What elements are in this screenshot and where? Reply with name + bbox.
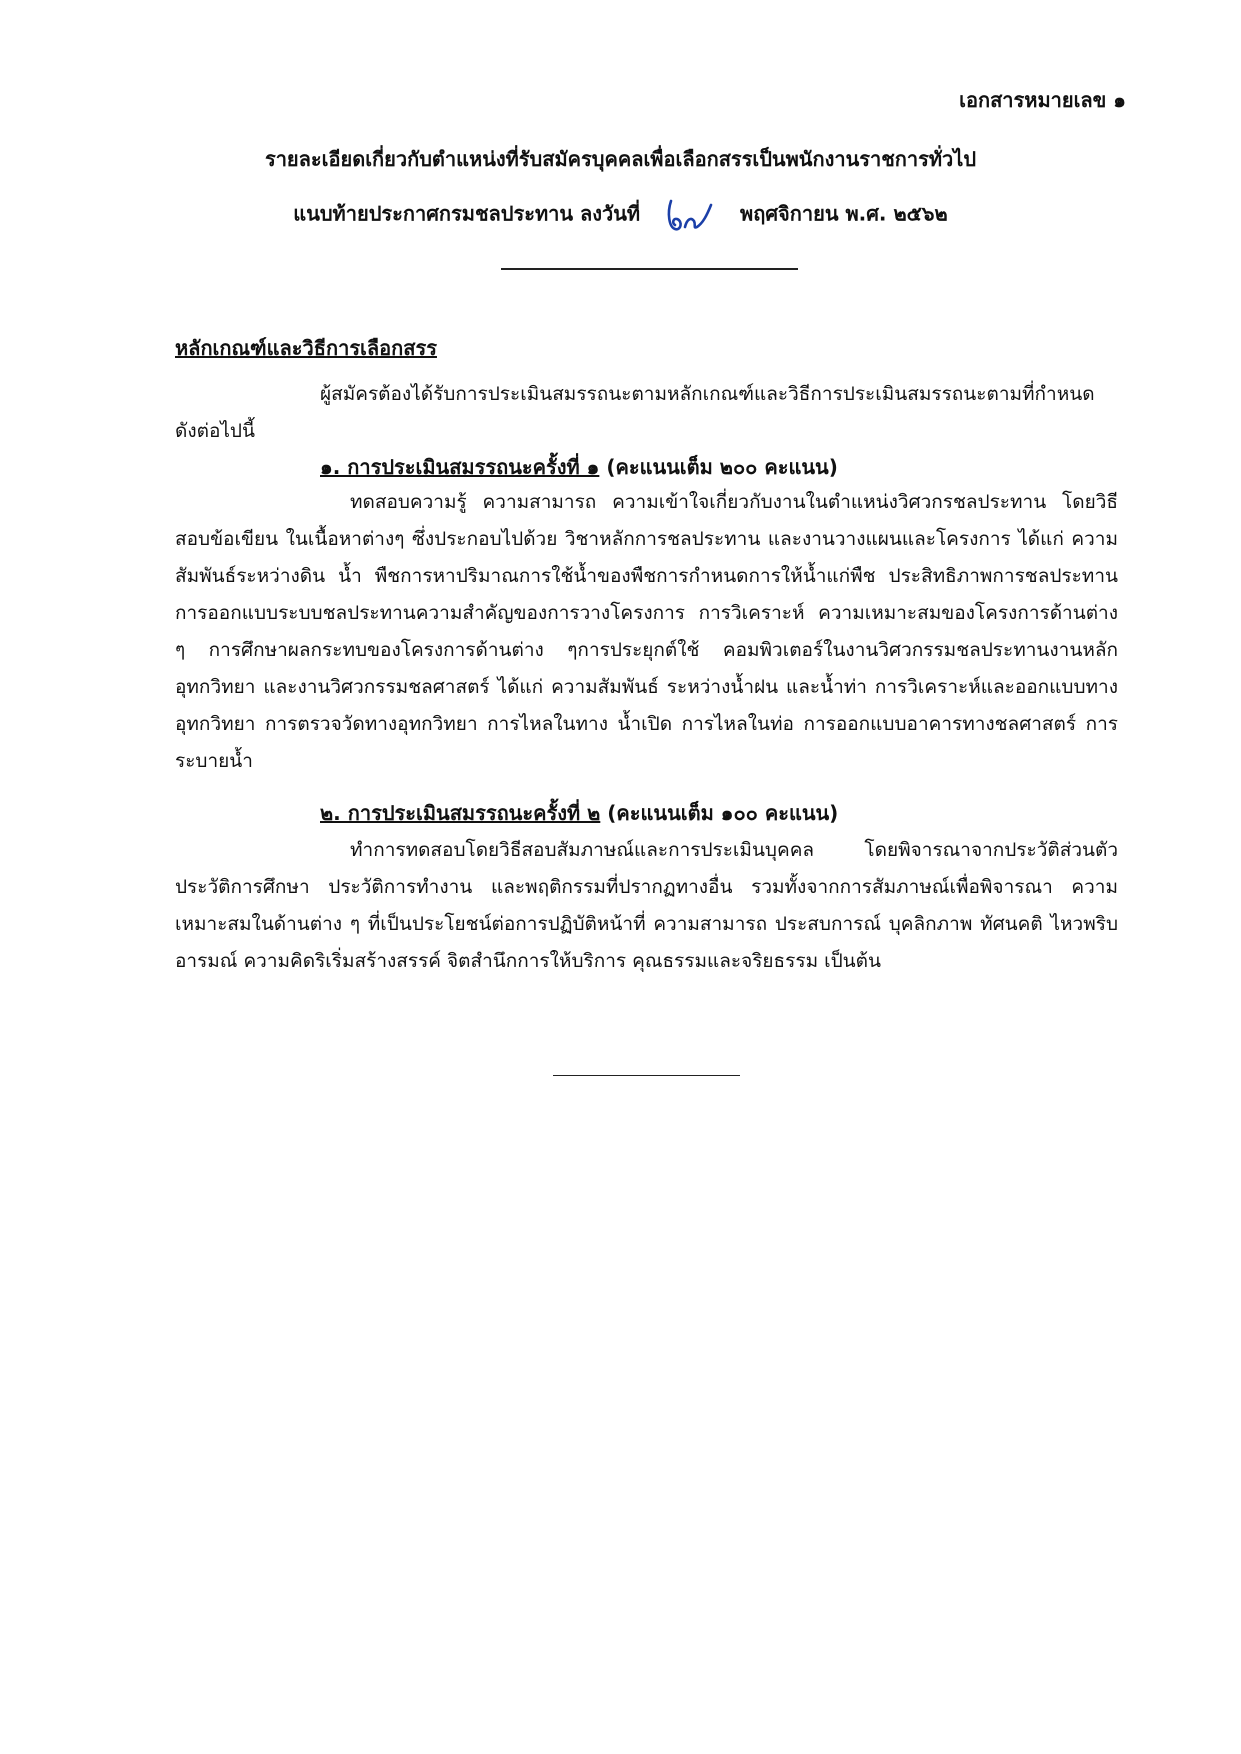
document-title-line-2 — [0, 193, 1241, 237]
document-title-line-1: รายละเอียดเกี่ยวกับตำแหน่งที่รับสมัครบุคคลเพื่อเลือกสรรเป็นพนักงานราชการทั่วไป — [264, 147, 977, 171]
item-2-score: (คะแนนเต็ม ๑๐๐ คะแนน) — [607, 801, 839, 825]
title-date-suffix: พฤศจิกายน พ.ศ. ๒๕๖๒ — [740, 201, 948, 226]
handwritten-date-mark — [665, 193, 715, 237]
item-2-heading — [320, 797, 838, 829]
item-2-body: ทำการทดสอบโดยวิธีสอบสัมภาษณ์และการประเมินบุคคล โดยพิจารณาจากประวัติส่วนตัว ประวัติการศึกษา ประวัติการทำงาน และพฤติกรรมที่ปรากฏทางอื่น รวมทั้งจากการสัมภาษณ์เพื่อพิจารณา ความเหมาะสมในด้านต่าง ๆ ที่เป็นประโยชน์ต่อการปฏิบัติหน้าที่ ความสามารถ ประสบการณ์ บุคลิกภาพ ทัศนคติ ไหวพริบ อารมณ์ ความคิดริเริ่มสร้างสรรค์ จิตสำนึกการให้บริการ คุณธรรมและจริยธรรม เป็นต้น — [175, 839, 1118, 972]
item-1-score: (คะแนนเต็ม ๒๐๐ คะแนน) — [606, 455, 838, 479]
title-divider — [501, 268, 798, 270]
section-heading: หลักเกณฑ์และวิธีการเลือกสรร — [175, 336, 437, 360]
intro-paragraph: ผู้สมัครต้องได้รับการประเมินสมรรถนะตามหลักเกณฑ์และวิธีการประเมินสมรรถนะตามที่กำหนด ดังต่อไปนี้ — [175, 383, 1095, 442]
item-1-heading — [320, 451, 838, 483]
item-1-title: ๑. การประเมินสมรรถนะครั้งที่ ๑ — [320, 455, 600, 479]
closing-divider — [553, 1075, 740, 1076]
item-2-title: ๒. การประเมินสมรรถนะครั้งที่ ๒ — [320, 801, 601, 825]
title-date-prefix: แนบท้ายประกาศกรมชลประทาน ลงวันที่ — [293, 201, 641, 226]
document-number: เอกสารหมายเลข ๑ — [959, 88, 1126, 112]
item-1-body: ทดสอบความรู้ ความสามารถ ความเข้าใจเกี่ยวกับงานในตำแหน่งวิศวกรชลประทาน โดยวิธีสอบข้อเขียน ในเนื้อหาต่างๆ ซึ่งประกอบไปด้วย วิชาหลักการชลประทาน และงานวางแผนและโครงการ ได้แก่ ความสัมพันธ์ระหว่างดิน น้ำ พืชการหาปริมาณการใช้น้ำของพืชการกำหนดการให้น้ำแก่พืช ประสิทธิภาพการชลประทานการออกแบบระบบชลประทานความสำคัญของการวางโครงการ การวิเคราะห์ ความเหมาะสมของโครงการด้านต่าง ๆ การศึกษาผลกระทบของโครงการด้านต่าง ๆการประยุกต์ใช้ คอมพิวเตอร์ในงานวิศวกรรมชลประทานงานหลักอุทกวิทยา และงานวิศวกรรมชลศาสตร์ ได้แก่ ความสัมพันธ์ ระหว่างน้ำฝน และน้ำท่า การวิเคราะห์และออกแบบทางอุทกวิทยา การตรวจวัดทางอุทกวิทยา การไหลในทาง น้ำเปิด การไหลในท่อ การออกแบบอาคารทางชลศาสตร์ การระบายน้ำ — [175, 491, 1118, 772]
